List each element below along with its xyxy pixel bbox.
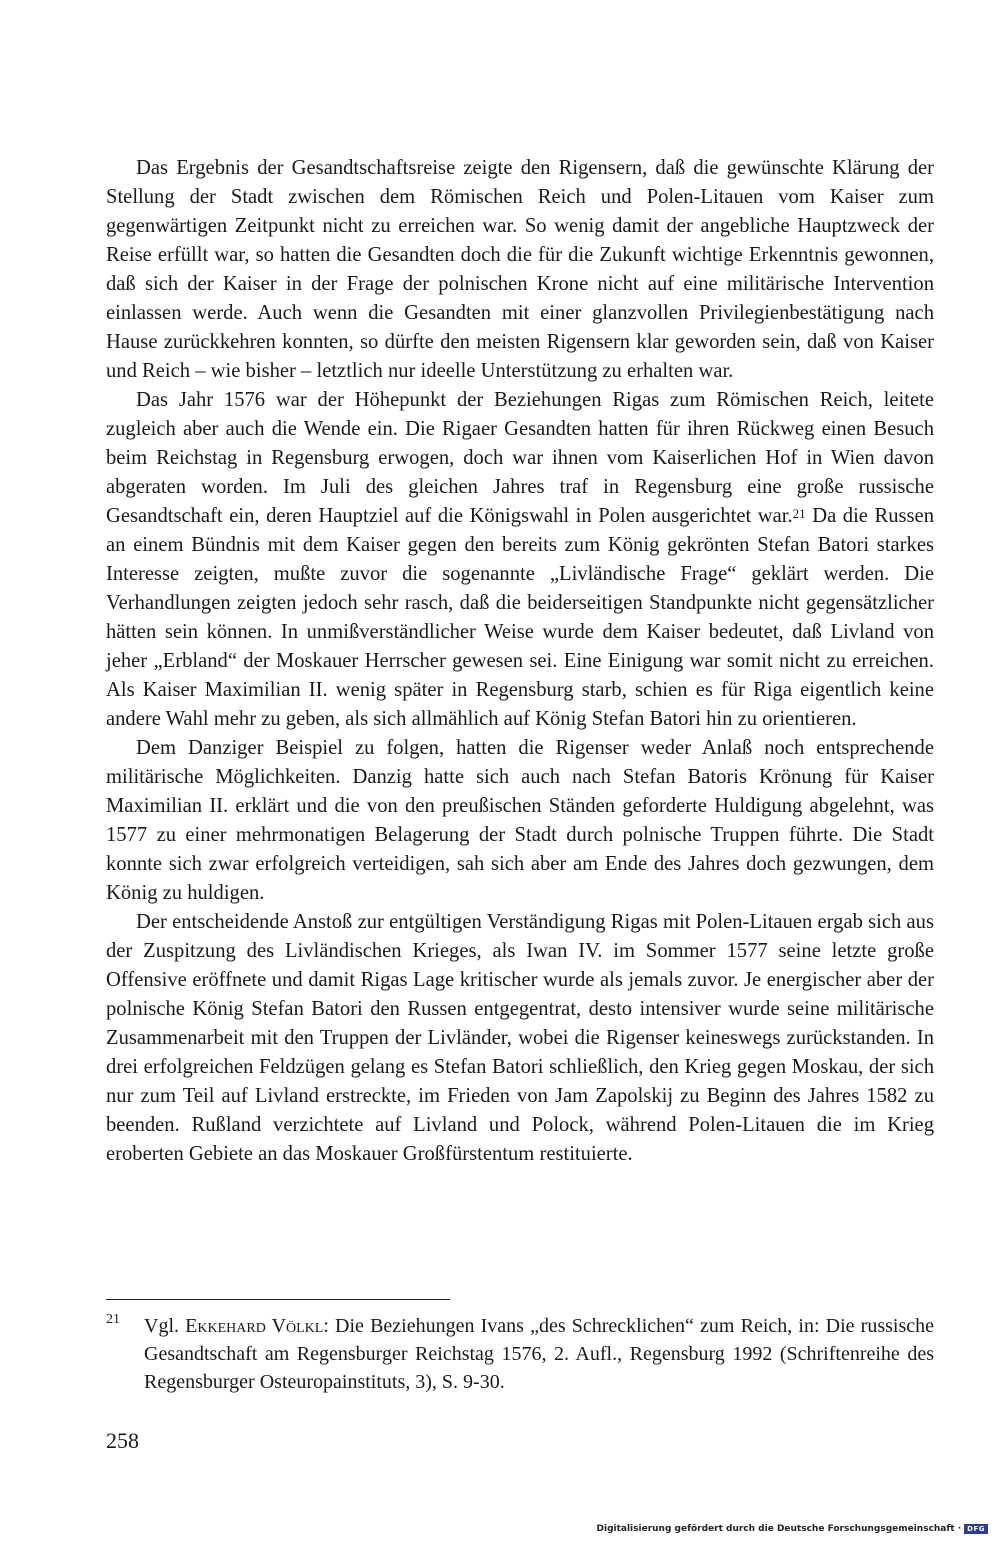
body-text	[106, 154, 934, 1169]
footnote-text	[144, 1312, 934, 1396]
dfg-logo-icon: DFG	[964, 1524, 988, 1534]
footnote-prefix: Vgl.	[144, 1315, 186, 1337]
footnote-reference: 21	[792, 506, 806, 521]
footnote-number: 21	[106, 1312, 120, 1327]
digitization-credit	[597, 1524, 988, 1534]
credit-text: Digitalisierung gefördert durch die Deutsche Forschungsgemeinschaft ·	[596, 1524, 962, 1534]
footnote	[106, 1312, 934, 1396]
footnote-author: Ekkehard Völkl	[185, 1315, 324, 1337]
paragraph-2-text-before: Das Jahr 1576 war der Höhepunkt der Beziehungen Rigas zum Römischen Reich, leitete zugleich aber auch die Wende ein. Die Rigaer Gesandten hatten für ihren Rückweg einen Besuch beim Reichstag in Regensburg erwogen, doch war ihnen vom Kaiserlichen Hof in Wien davon abgeraten worden. Im Juli des gleichen Jahres traf in Regensburg eine große russische Gesandtschaft ein, deren Hauptziel auf die Königswahl in Polen ausgerichtet war.	[106, 389, 934, 527]
footnote-body: : Die Beziehungen Ivans „des Schrecklichen“ zum Reich, in: Die russische Gesandtschaft am Regensburger Reichstag 1576, 2. Aufl., Regensburg 1992 (Schriftenreihe des Regensburger Osteuropainstituts, 3), S. 9-30.	[144, 1315, 935, 1393]
paragraph-3: Dem Danziger Beispiel zu folgen, hatten die Rigenser weder Anlaß noch entsprechende militärische Möglichkeiten. Danzig hatte sich auch nach Stefan Batoris Krönung für Kaiser Maximilian II. erklärt und die von den preußischen Ständen geforderte Huldigung abgelehnt, was 1577 zu einer mehrmonatigen Belagerung der Stadt durch polnische Truppen führte. Die Stadt konnte sich zwar erfolgreich verteidigen, sah sich aber am Ende des Jahres doch gezwungen, dem König zu huldigen.	[106, 737, 934, 904]
footnote-divider	[106, 1299, 450, 1300]
paragraph-1: Das Ergebnis der Gesandtschaftsreise zeigte den Rigensern, daß die gewünschte Klärung der Stellung der Stadt zwischen dem Römischen Reich und Polen-Litauen vom Kaiser zum gegenwärtigen Zeitpunkt nicht zu erreichen war. So wenig damit der angebliche Hauptzweck der Reise erfüllt war, so hatten die Gesandten doch die für die Zukunft wichtige Erkenntnis gewonnen, daß sich der Kaiser in der Frage der polnischen Krone nicht auf eine militärische Intervention einlassen werde. Auch wenn die Gesandten mit einer glanzvollen Privilegienbestätigung nach Hause zurückkehren konnten, so dürfte den meisten Rigensern klar geworden sein, daß von Kaiser und Reich – wie bisher – letztlich nur ideelle Unterstützung zu erhalten war.	[106, 157, 934, 382]
paragraph-4: Der entscheidende Anstoß zur entgültigen Verständigung Rigas mit Polen-Litauen ergab sich aus der Zuspitzung des Livländischen Krieges, als Iwan IV. im Sommer 1577 seine letzte große Offensive eröffnete und damit Rigas Lage kritischer wurde als jemals zuvor. Je energischer aber der polnische König Stefan Batori den Russen entgegentrat, desto intensiver wurde seine militärische Zusammenarbeit mit den Truppen der Livländer, wobei die Rigenser keineswegs zurückstanden. In drei erfolgreichen Feldzügen gelang es Stefan Batori schließlich, den Krieg gegen Moskau, der sich nur zum Teil auf Livland erstreckte, im Frieden von Jam Zapolskij zu Beginn des Jahres 1582 zu beenden. Rußland verzichtete auf Livland und Polock, während Polen-Litauen die im Krieg eroberten Gebiete an das Moskauer Großfürstentum restituierte.	[106, 911, 934, 1165]
paragraph-2-text-after: Da die Russen an einem Bündnis mit dem Kaiser gegen den bereits zum König gekrönten Stefan Batori starkes Interesse zeigten, mußte zuvor die sogenannte „Livländische Frage“ geklärt werden. Die Verhandlungen zeigten jedoch sehr rasch, daß die beiderseitigen Standpunkte nicht gegensätzlicher hätten sein können. In unmißverständlicher Weise wurde dem Kaiser bedeutet, daß Livland von jeher „Erbland“ der Moskauer Herrscher gewesen sei. Eine Einigung war somit nicht zu erreichen. Als Kaiser Maximilian II. wenig später in Regensburg starb, schien es für Riga eigentlich keine andere Wahl mehr zu geben, als sich allmählich auf König Stefan Batori hin zu orientieren.	[106, 505, 934, 730]
paragraph-2	[106, 386, 934, 734]
page-number: 258	[106, 1428, 139, 1453]
